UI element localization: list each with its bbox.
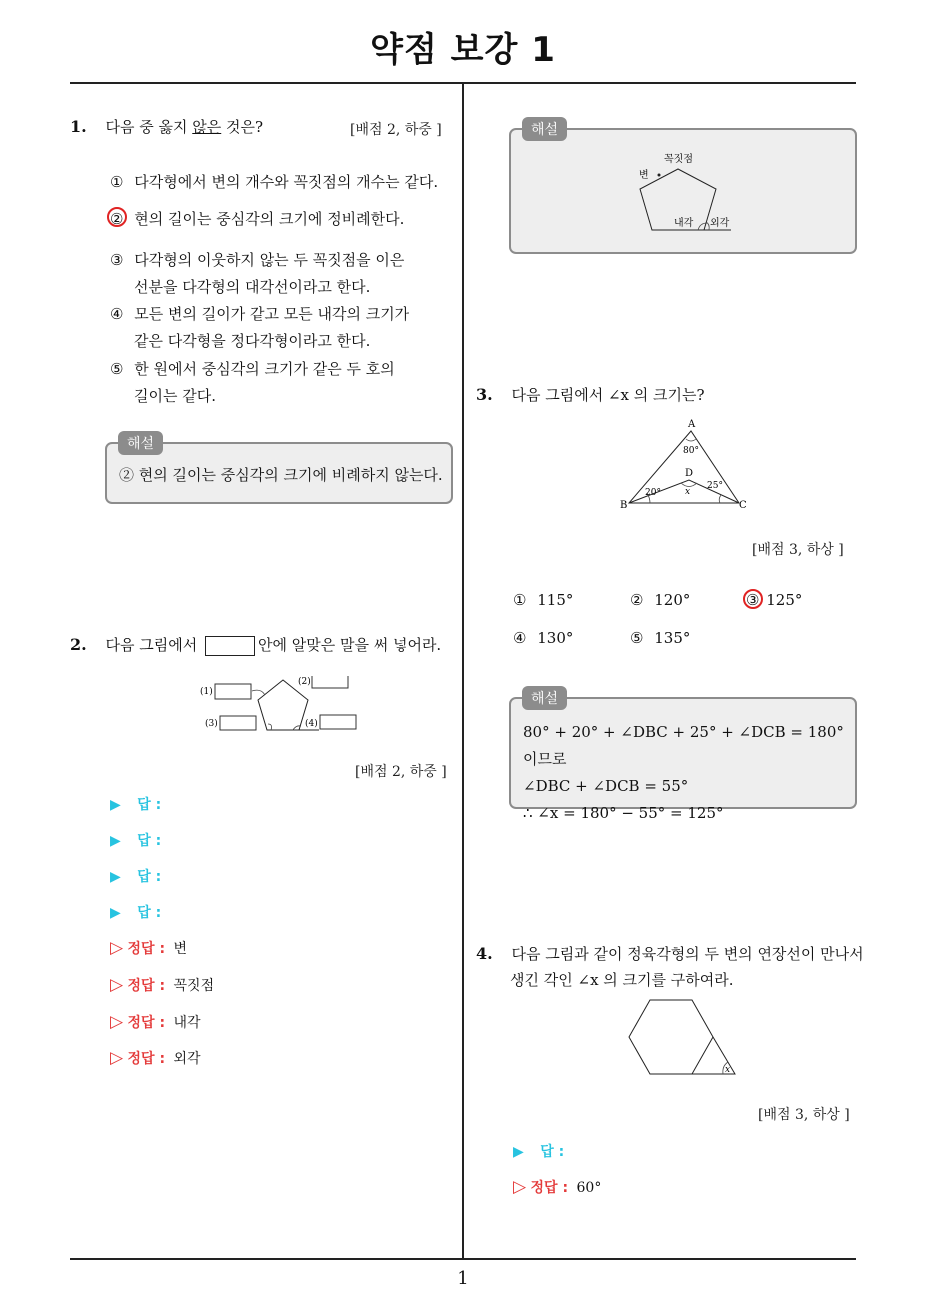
q2-answer-prompt-2: 답 : bbox=[137, 833, 162, 849]
q2-meta: [배점 2, 하중 ] bbox=[355, 764, 447, 780]
q2-correct-row-1 bbox=[110, 938, 187, 958]
q4-text-line-2: 생긴 각인 ∠x 의 크기를 구하여라. bbox=[510, 971, 734, 989]
q4-text-line-1: 다음 그림과 같이 정육각형의 두 변의 연장선이 만나서 bbox=[511, 945, 864, 963]
q3-angle-c-arc bbox=[719, 495, 721, 503]
q1-option-5-line1: 한 원에서 중심각의 크기가 같은 두 호의 bbox=[134, 360, 395, 378]
q3-angle-x-arc bbox=[681, 483, 697, 487]
q3-fig-label-B: B bbox=[620, 500, 628, 511]
q3-text: 다음 그림에서 ∠x 의 크기는? bbox=[511, 386, 705, 404]
q2-fig-label-4: (4) bbox=[305, 719, 318, 729]
q3-explanation-line-2: ∠DBC + ∠DCB = 55° bbox=[523, 777, 689, 795]
q1-option-4-line1: 모든 변의 길이가 같고 모든 내각의 크기가 bbox=[134, 305, 410, 323]
fig-label-side: 변 bbox=[639, 170, 649, 181]
q3-option-1-mark: ① bbox=[513, 591, 527, 609]
fig-label-exterior: 외각 bbox=[710, 218, 730, 229]
q2-correct-prompt-1: 정답 : bbox=[127, 941, 166, 957]
q2-number: 2. bbox=[70, 635, 87, 654]
q1-option-3-line2: 선분을 다각형의 대각선이라고 한다. bbox=[134, 278, 371, 296]
fig-side-dot bbox=[658, 174, 661, 177]
q2-explanation-tag: 해설 bbox=[522, 117, 567, 141]
q1-option-4-line2: 같은 다각형을 정다각형이라고 한다. bbox=[134, 332, 371, 350]
q1-stem bbox=[70, 116, 263, 138]
q3-explanation-body bbox=[523, 719, 855, 827]
q1-text-before: 다음 중 옳지 bbox=[105, 118, 193, 136]
q1-option-3-line1: 다각형의 이웃하지 않는 두 꼭짓점을 이은 bbox=[134, 251, 405, 269]
q3-explanation-line-3: ∴ ∠x = 180° − 55° = 125° bbox=[523, 804, 724, 822]
q2-explanation-figure bbox=[636, 148, 746, 238]
q4-stem bbox=[476, 941, 864, 993]
q2-correct-prompt-3: 정답 : bbox=[127, 1015, 166, 1031]
q4-answer-row[interactable] bbox=[513, 1141, 564, 1161]
q1-correct-circle bbox=[107, 207, 127, 227]
hollow-arrow-icon: ▷ bbox=[110, 975, 124, 995]
hollow-arrow-icon: ▷ bbox=[513, 1177, 527, 1197]
q2-stem bbox=[70, 634, 441, 656]
column-divider bbox=[462, 83, 464, 1258]
q2-answer-row-4[interactable] bbox=[110, 902, 161, 922]
q2-correct-row-4 bbox=[110, 1048, 201, 1068]
q3-explanation-tag: 해설 bbox=[522, 686, 567, 710]
q3-fig-label-C: C bbox=[739, 500, 747, 511]
q2-correct-answer-2: 꼭짓점 bbox=[173, 978, 215, 994]
q1-option-5[interactable] bbox=[110, 356, 395, 410]
q2-correct-row-3 bbox=[110, 1012, 201, 1032]
q1-option-4[interactable] bbox=[110, 301, 409, 355]
q2-answer-prompt-3: 답 : bbox=[137, 869, 162, 885]
q2-fig-label-3: (3) bbox=[205, 719, 218, 729]
q1-option-1-mark: ① bbox=[110, 173, 124, 191]
q3-meta: [배점 3, 하상 ] bbox=[752, 542, 844, 558]
q3-fig-label-D: D bbox=[685, 468, 694, 479]
q1-text-underline: 않은 bbox=[192, 118, 222, 136]
q2-fig-box-4 bbox=[320, 715, 356, 729]
q1-number: 1. bbox=[70, 117, 87, 136]
q3-fig-angle-b: 20° bbox=[645, 488, 661, 498]
q3-correct-circle bbox=[743, 589, 763, 609]
q2-answer-prompt-1: 답 : bbox=[137, 797, 162, 813]
q1-option-2-mark: ② bbox=[110, 210, 124, 228]
q1-option-2[interactable] bbox=[110, 208, 404, 229]
q2-correct-answer-1: 변 bbox=[173, 941, 188, 957]
q4-answer-prompt: 답 : bbox=[540, 1144, 565, 1160]
q3-option-1-value: 115° bbox=[537, 591, 574, 609]
q3-fig-angle-a: 80° bbox=[683, 446, 699, 456]
q2-text-after: 안에 알맞은 말을 써 넣어라. bbox=[257, 636, 442, 654]
q3-option-4-mark: ④ bbox=[513, 629, 527, 647]
q3-fig-label-A: A bbox=[688, 419, 696, 430]
q3-fig-x: x bbox=[685, 487, 691, 497]
q2-correct-prompt-2: 정답 : bbox=[127, 978, 166, 994]
q2-pointer-1 bbox=[252, 690, 265, 695]
fig-label-vertex: 꼭짓점 bbox=[664, 154, 693, 165]
q2-explanation-box bbox=[509, 128, 857, 254]
play-arrow-icon: ▶ bbox=[110, 905, 121, 921]
q3-explanation-box bbox=[509, 697, 857, 822]
q3-angle-a-arc bbox=[686, 439, 696, 441]
q3-option-4-value: 130° bbox=[537, 629, 574, 647]
q1-meta: [배점 2, 하중 ] bbox=[350, 122, 442, 138]
q3-option-5[interactable] bbox=[630, 629, 690, 647]
q2-fig-box-2 bbox=[312, 676, 348, 688]
q1-option-4-mark: ④ bbox=[110, 305, 124, 323]
q1-option-5-line2: 길이는 같다. bbox=[134, 387, 216, 405]
q3-number: 3. bbox=[476, 385, 493, 404]
q2-correct-answer-3: 내각 bbox=[173, 1015, 201, 1031]
q2-correct-row-2 bbox=[110, 975, 214, 995]
q3-triangle-figure bbox=[617, 416, 752, 516]
q4-fig-x: x bbox=[725, 1065, 731, 1075]
fig-label-interior: 내각 bbox=[674, 218, 694, 229]
q1-option-5-mark: ⑤ bbox=[110, 360, 124, 378]
play-arrow-icon: ▶ bbox=[513, 1144, 524, 1160]
q4-correct-row bbox=[513, 1177, 601, 1197]
q3-fig-angle-c: 25° bbox=[707, 481, 723, 491]
q4-number: 4. bbox=[476, 944, 493, 963]
hollow-arrow-icon: ▷ bbox=[110, 1012, 124, 1032]
q2-blank-box bbox=[205, 636, 255, 656]
q3-stem bbox=[476, 384, 705, 406]
q4-meta: [배점 3, 하상 ] bbox=[758, 1107, 850, 1123]
q2-fig-label-2: (2) bbox=[298, 677, 311, 687]
q2-correct-prompt-4: 정답 : bbox=[127, 1051, 166, 1067]
play-arrow-icon: ▶ bbox=[110, 797, 121, 813]
q2-interior-arc bbox=[268, 724, 272, 730]
q1-option-3-mark: ③ bbox=[110, 251, 124, 269]
q3-option-5-value: 135° bbox=[654, 629, 691, 647]
play-arrow-icon: ▶ bbox=[110, 833, 121, 849]
q2-pentagon-figure bbox=[195, 668, 365, 740]
q1-option-1[interactable] bbox=[110, 171, 438, 192]
q2-text-before: 다음 그림에서 bbox=[105, 636, 202, 654]
q2-answer-prompt-4: 답 : bbox=[137, 905, 162, 921]
q4-hexagon-figure bbox=[625, 996, 745, 1082]
q2-fig-box-3 bbox=[220, 716, 256, 730]
q3-option-2-value: 120° bbox=[654, 591, 691, 609]
q2-fig-box-1 bbox=[215, 684, 251, 699]
q1-option-2-text: 현의 길이는 중심각의 크기에 정비례한다. bbox=[134, 210, 405, 228]
q1-option-1-text: 다각형에서 변의 개수와 꼭짓점의 개수는 같다. bbox=[134, 173, 439, 191]
page-title: 약점 보강 1 bbox=[370, 30, 556, 70]
q4-correct-answer: 60° bbox=[576, 1180, 602, 1196]
q1-text-after: 것은? bbox=[221, 118, 264, 136]
play-arrow-icon: ▶ bbox=[110, 869, 121, 885]
q3-option-3-mark: ③ bbox=[746, 591, 760, 609]
q4-hexagon bbox=[629, 1000, 713, 1074]
q2-answer-row-1[interactable] bbox=[110, 794, 161, 814]
q3-explanation-line-1: 80° + 20° + ∠DBC + 25° + ∠DCB = 180° 이므로 bbox=[523, 723, 844, 768]
q3-option-5-mark: ⑤ bbox=[630, 629, 644, 647]
q3-option-3-value: 125° bbox=[766, 591, 803, 609]
q2-pentagon bbox=[258, 680, 308, 730]
q2-correct-answer-4: 외각 bbox=[173, 1051, 201, 1067]
q2-fig-label-1: (1) bbox=[200, 687, 213, 697]
q3-option-2-mark: ② bbox=[630, 591, 644, 609]
q1-explanation-tag: 해설 bbox=[118, 431, 163, 455]
q1-explanation-text: ② 현의 길이는 중심각의 크기에 비례하지 않는다. bbox=[119, 466, 443, 484]
q3-option-2[interactable] bbox=[630, 591, 690, 609]
q2-answer-row-3[interactable] bbox=[110, 866, 161, 886]
q3-option-1[interactable] bbox=[513, 591, 573, 609]
bottom-rule bbox=[70, 1258, 856, 1260]
q4-correct-prompt: 정답 : bbox=[530, 1180, 569, 1196]
q1-option-3[interactable] bbox=[110, 247, 404, 301]
q3-option-4[interactable] bbox=[513, 629, 573, 647]
page-number: 1 bbox=[457, 1268, 469, 1289]
hollow-arrow-icon: ▷ bbox=[110, 1048, 124, 1068]
hollow-arrow-icon: ▷ bbox=[110, 938, 124, 958]
q2-answer-row-2[interactable] bbox=[110, 830, 161, 850]
